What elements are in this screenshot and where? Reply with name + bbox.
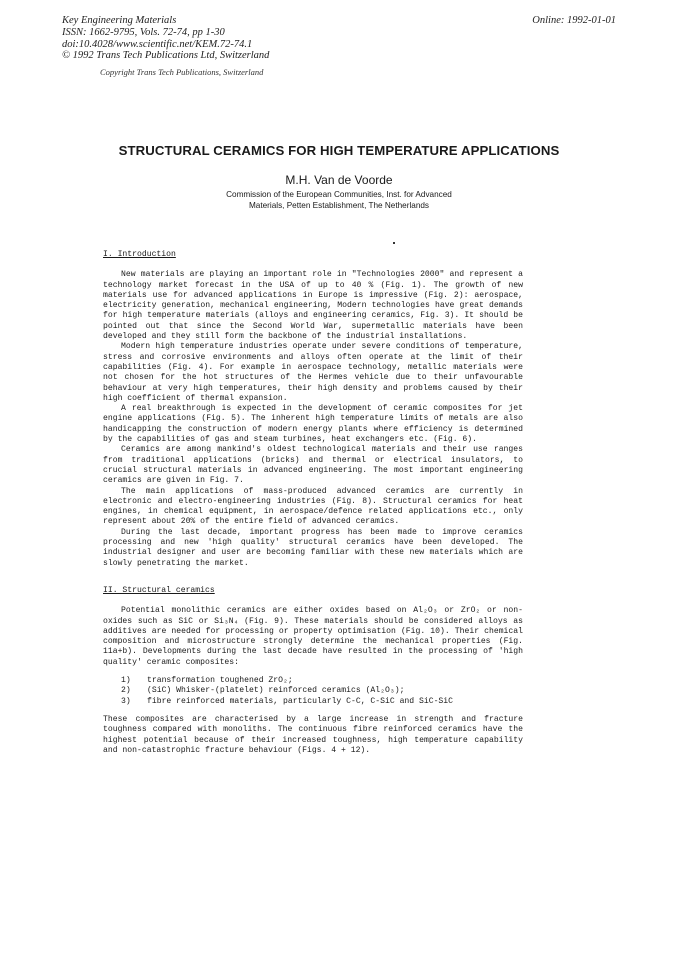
list-number: 3)	[121, 696, 131, 706]
journal-issn: ISSN: 1662-9795, Vols. 72-74, pp 1-30	[62, 26, 225, 38]
paragraph: A real breakthrough is expected in the development of ceramic composites for jet engine applications (Fig. 5). The inherent high temperature limits of metals are also handicapping the construction of modern energy plants where efficiency is determined by the capabilities of gas and steam turbines, heat exchangers etc. (Fig. 6).	[103, 404, 523, 445]
journal-copyright: © 1992 Trans Tech Publications Ltd, Switzerland	[62, 50, 270, 62]
list-item	[103, 697, 523, 707]
author-affiliation	[0, 189, 678, 211]
journal-name: Key Engineering Materials	[62, 15, 177, 26]
paragraph: New materials are playing an important role in "Technologies 2000" and represent a technology market forecast in the USA of up to 40 % (Fig. 1). The growth of new materials use for advanced applications in Europe is impressive (Fig. 2): aerospace, electricity generation, mechanical engineering, Modern technologies have great demands for high temperature materials (alloys and engineering ceramics, Fig. 3). It should be pointed out that since the Second World War, supermetallic materials have been developed and they still form the backbone of the industrial installations.	[103, 270, 523, 342]
journal-header	[62, 15, 269, 62]
paragraph: The main applications of mass-produced advanced ceramics are currently in electronic and electro-engineering industries (Fig. 8). Structural ceramics for heat engines, in chemical equipment, in aerospace/defence related applications etc., only represent about 20% of the entire field of advanced ceramics.	[103, 486, 523, 527]
section-heading: II. Structural ceramics	[103, 586, 215, 595]
section-introduction	[103, 250, 523, 569]
paragraph: Modern high temperature industries operate under severe conditions of temperature, stress and corrosive environments and alloys often operate at the limit of their capabilities (Fig. 4). For example in aerospace technology, metallic materials were not chosen for the hot structures of the Hermes vehicle due to their unfavourable behaviour at very high temperatures, their high density and problems caused by their high coefficient of thermal expansion.	[103, 342, 523, 403]
publisher-copyright: Copyright Trans Tech Publications, Switzerland	[100, 67, 264, 77]
paragraph: Ceramics are among mankind's oldest technological materials and their use ranges from traditional applications (bricks) and thermal or electrical insulators, to crucial structural materials in advanced engineering. The most important engineering ceramics are given in Fig. 7.	[103, 445, 523, 486]
list-text: (SiC) Whisker-(platelet) reinforced ceramics (Al₂O₃);	[147, 686, 405, 696]
paragraph: During the last decade, important progress has been made to improve ceramics processing and new 'high quality' structural ceramics have been developed. The industrial designer and user are becoming familiar with these new materials which are slowly penetrating the market.	[103, 527, 523, 568]
journal-doi: doi:10.4028/www.scientific.net/KEM.72-74.1	[62, 38, 253, 50]
paragraph: Potential monolithic ceramics are either oxides based on Al₂O₃ or ZrO₂ or non-oxides such as SiC or Si₃N₄ (Fig. 9). These materials should be considered alloys as additives are needed for processing or property optimisation (Fig. 10). Their chemical composition and microstructure strongly determine the mechanical properties (Fig. 11a+b). Developments during the last decade have resulted in the processing of 'high quality' ceramic composites:	[103, 606, 523, 667]
paragraph: These composites are characterised by a large increase in strength and fracture toughness compared with monoliths. The continuous fibre reinforced ceramics have the highest potential because of their increased toughness, high temperature capability and non-catastrophic fracture behaviour (Figs. 4 + 12).	[103, 714, 523, 755]
online-date: Online: 1992-01-01	[532, 15, 616, 26]
stray-mark	[393, 242, 395, 244]
paper-author: M.H. Van de Voorde	[285, 173, 393, 187]
list-item	[103, 676, 523, 686]
affiliation-line: Commission of the European Communities, Inst. for Advanced	[226, 190, 452, 199]
section-heading: I. Introduction	[103, 250, 176, 259]
section-structural-ceramics	[103, 586, 523, 756]
list-item	[103, 686, 523, 696]
list-number: 2)	[121, 686, 131, 696]
composite-list	[103, 676, 523, 707]
paper-title: STRUCTURAL CERAMICS FOR HIGH TEMPERATURE APPLICATIONS	[118, 143, 560, 158]
list-text: fibre reinforced materials, particularly C-C, C-SiC and SiC-SiC	[147, 696, 453, 706]
list-text: transformation toughened ZrO₂;	[147, 676, 293, 686]
affiliation-line: Materials, Petten Establishment, The Netherlands	[248, 201, 430, 210]
list-number: 1)	[121, 676, 131, 686]
